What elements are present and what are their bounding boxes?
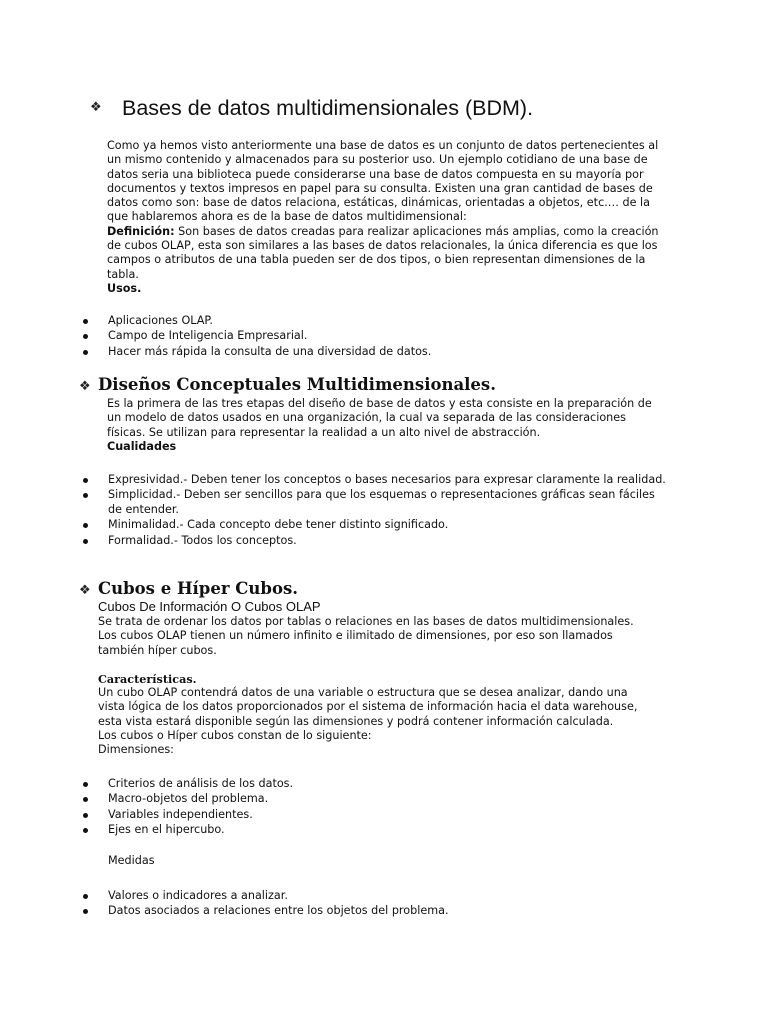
list-item: Formalidad.- Todos los conceptos.: [83, 534, 668, 549]
cualidades-list: [83, 473, 668, 549]
list-item: Criterios de análisis de los datos.: [83, 777, 643, 792]
list-item: Simplicidad.- Deben ser sencillos para que los esquemas o representaciones gráficas sean fáciles de entender.: [83, 488, 668, 517]
section1-intro: Como ya hemos visto anteriormente una base de datos es un conjunto de datos pertenecientes al un mismo contenido y almacenados para su posterior uso. Un ejemplo cotidiano de una base de datos seria una biblioteca puede considerarse una base de datos compuesta en su mayoría por documentos y textos impresos en papel para su consulta. Existen una gran cantidad de bases de datos como son: base de datos relaciona, estáticas, dinámicas, orientadas a objetos, etc.… de la que hablaremos ahora es de la base de datos multidimensional:: [107, 139, 659, 224]
bullet-dot-icon: [83, 493, 88, 498]
list-item: Hacer más rápida la consulta de una diversidad de datos.: [83, 345, 643, 360]
section2-intro: Es la primera de las tres etapas del diseño de base de datos y esta consiste en la preparación de un modelo de datos usados en una organización, la cual va separada de las consideraciones físicas. Se utilizan para representar la realidad a un alto nivel de abstracción.: [107, 397, 652, 439]
section3-body: [98, 615, 650, 758]
bullet-dot-icon: [83, 797, 88, 802]
section3-intro: Se trata de ordenar los datos por tablas o relaciones en las bases de datos multidimensionales. Los cubos OLAP tienen un número infinito e ilimitado de dimensiones, por eso son llamados también híper cubos.: [98, 615, 634, 657]
caracteristicas-label: Características.: [98, 671, 197, 686]
section3-title: Cubos e Híper Cubos.: [98, 579, 298, 598]
section3-subtitle: Cubos De Información O Cubos OLAP: [98, 599, 321, 614]
list-item: Variables independientes.: [83, 808, 643, 823]
definition-label: Definición:: [107, 224, 175, 238]
diamond-bullet-icon: ❖: [79, 379, 91, 394]
bullet-dot-icon: [83, 813, 88, 818]
bullet-dot-icon: [83, 334, 88, 339]
bullet-dot-icon: [83, 909, 88, 914]
bullet-dot-icon: [83, 478, 88, 483]
list-item: Campo de Inteligencia Empresarial.: [83, 329, 643, 344]
caracteristicas-text: Un cubo OLAP contendrá datos de una variable o estructura que se desea analizar, dando una vista lógica de los datos proporcionados por el sistema de información hacia el data warehouse, esta vista estará disponible según las dimensiones y podrá contener información calculada.: [98, 686, 638, 728]
dimensiones-label: Dimensiones:: [98, 743, 174, 757]
section1-definition: [107, 225, 663, 282]
usos-label: Usos.: [107, 281, 142, 295]
section2-title: Diseños Conceptuales Multidimensionales.: [98, 375, 496, 394]
diamond-bullet-icon: ❖: [90, 100, 102, 115]
definition-text: Son bases de datos creadas para realizar aplicaciones más amplias, como la creación de cubos OLAP, esta son similares a las bases de datos relacionales, la única diferencia es que los campos o atributos de una tabla pueden ser de dos tipos, o bien representan dimensiones de la tabla.: [107, 224, 659, 281]
constan-text: Los cubos o Híper cubos constan de lo siguiente:: [98, 729, 372, 743]
cualidades-label: Cualidades: [107, 439, 177, 453]
list-item: Expresividad.- Deben tener los conceptos o bases necesarios para expresar claramente la realidad.: [83, 473, 668, 488]
section2-body: [107, 397, 663, 454]
usos-list: [83, 314, 643, 360]
list-item: Datos asociados a relaciones entre los objetos del problema.: [83, 904, 643, 919]
bullet-dot-icon: [83, 894, 88, 899]
list-item: Aplicaciones OLAP.: [83, 314, 643, 329]
list-item: Minimalidad.- Cada concepto debe tener distinto significado.: [83, 518, 668, 533]
list-item: Macro-objetos del problema.: [83, 792, 643, 807]
bullet-dot-icon: [83, 319, 88, 324]
bullet-dot-icon: [83, 523, 88, 528]
medidas-label: Medidas: [108, 854, 155, 867]
dimensiones-list: [83, 777, 643, 839]
bullet-dot-icon: [83, 782, 88, 787]
list-item: Ejes en el hipercubo.: [83, 823, 643, 838]
diamond-bullet-icon: ❖: [79, 583, 91, 598]
section1-body: [107, 139, 663, 296]
medidas-list: [83, 889, 643, 920]
bullet-dot-icon: [83, 539, 88, 544]
list-item: Valores o indicadores a analizar.: [83, 889, 643, 904]
bullet-dot-icon: [83, 828, 88, 833]
bullet-dot-icon: [83, 350, 88, 355]
section1-title: Bases de datos multidimensionales (BDM).: [122, 96, 534, 120]
